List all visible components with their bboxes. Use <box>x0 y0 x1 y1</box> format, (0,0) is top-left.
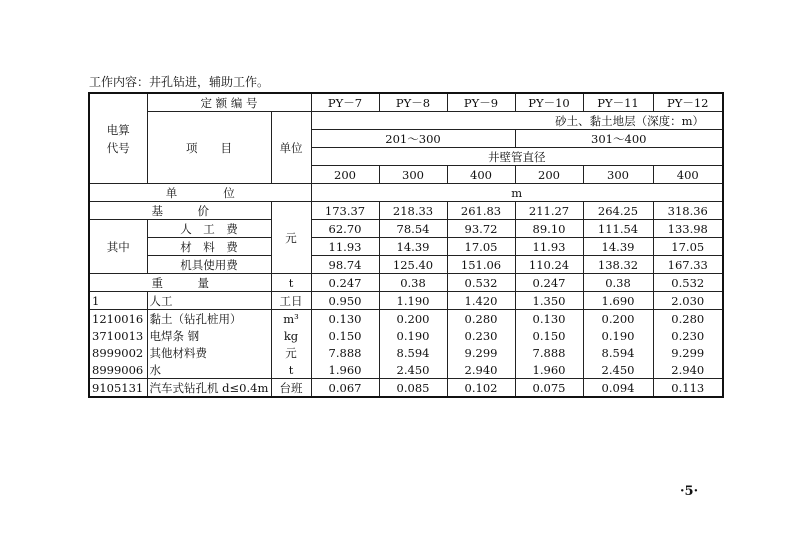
machine-cost-value: 138.32 <box>583 256 653 274</box>
machine-cost-value: 151.06 <box>447 256 515 274</box>
quota-table <box>88 92 724 398</box>
diameter-value: 400 <box>653 166 723 184</box>
machine-cost-value: 110.24 <box>515 256 583 274</box>
weight-unit: t <box>271 274 311 292</box>
unit-row-value: m <box>311 184 723 202</box>
weight-value: 0.38 <box>583 274 653 292</box>
resource-value: 0.113 <box>653 379 723 398</box>
depth-range: 301～400 <box>515 130 723 148</box>
resource-value: 0.190 <box>379 327 447 344</box>
base-price-value: 261.83 <box>447 202 515 220</box>
resource-value: 1.420 <box>447 292 515 310</box>
among-label: 其中 <box>89 220 147 274</box>
unit-header: 单位 <box>271 112 311 184</box>
resource-value: 0.950 <box>311 292 379 310</box>
labor-cost-value: 78.54 <box>379 220 447 238</box>
resource-value: 2.450 <box>583 361 653 379</box>
material-cost-value: 17.05 <box>653 238 723 256</box>
resource-unit: 工日 <box>271 292 311 310</box>
resource-value: 0.130 <box>515 310 583 328</box>
resource-value: 0.102 <box>447 379 515 398</box>
resource-value: 0.075 <box>515 379 583 398</box>
resource-value: 2.940 <box>447 361 515 379</box>
resource-code: 8999006 <box>89 361 147 379</box>
labor-cost-value: 133.98 <box>653 220 723 238</box>
yuan-unit: 元 <box>271 202 311 274</box>
resource-unit: kg <box>271 327 311 344</box>
machine-cost-value: 125.40 <box>379 256 447 274</box>
resource-name: 黏土（钻孔桩用） <box>147 310 271 328</box>
resource-value: 0.280 <box>447 310 515 328</box>
base-price-value: 218.33 <box>379 202 447 220</box>
base-price-value: 264.25 <box>583 202 653 220</box>
quota-no: PY－10 <box>515 93 583 112</box>
weight-value: 0.247 <box>311 274 379 292</box>
diameter-value: 300 <box>379 166 447 184</box>
material-cost-value: 11.93 <box>311 238 379 256</box>
resource-value: 0.130 <box>311 310 379 328</box>
resource-name: 人工 <box>147 292 271 310</box>
base-price-value: 173.37 <box>311 202 379 220</box>
depth-range: 201～300 <box>311 130 515 148</box>
weight-value: 0.532 <box>447 274 515 292</box>
resource-value: 0.200 <box>379 310 447 328</box>
base-price-value: 318.36 <box>653 202 723 220</box>
layer-header: 砂土、黏土地层（深度：m） <box>311 112 723 130</box>
resource-value: 2.450 <box>379 361 447 379</box>
resource-value: 0.150 <box>311 327 379 344</box>
resource-value: 0.200 <box>583 310 653 328</box>
code-header: 电算 代号 <box>89 93 147 184</box>
resource-code: 1210016 <box>89 310 147 328</box>
weight-value: 0.38 <box>379 274 447 292</box>
quota-no-header: 定 额 编 号 <box>147 93 311 112</box>
resource-value: 8.594 <box>583 344 653 361</box>
resource-value: 7.888 <box>311 344 379 361</box>
labor-cost-label: 人 工 费 <box>147 220 271 238</box>
base-price-value: 211.27 <box>515 202 583 220</box>
resource-value: 0.150 <box>515 327 583 344</box>
resource-value: 1.960 <box>311 361 379 379</box>
labor-cost-value: 111.54 <box>583 220 653 238</box>
resource-code: 3710013 <box>89 327 147 344</box>
quota-no: PY－7 <box>311 93 379 112</box>
resource-value: 0.190 <box>583 327 653 344</box>
weight-label: 重 量 <box>89 274 271 292</box>
machine-cost-value: 167.33 <box>653 256 723 274</box>
item-header: 项 目 <box>147 112 271 184</box>
resource-value: 1.690 <box>583 292 653 310</box>
resource-name: 汽车式钻孔机 d≤0.4m <box>147 379 271 398</box>
resource-value: 1.960 <box>515 361 583 379</box>
quota-no: PY－11 <box>583 93 653 112</box>
resource-code: 8999002 <box>89 344 147 361</box>
resource-unit: 元 <box>271 344 311 361</box>
diameter-value: 400 <box>447 166 515 184</box>
base-price-label: 基 价 <box>89 202 271 220</box>
resource-code: 9105131 <box>89 379 147 398</box>
resource-value: 0.230 <box>653 327 723 344</box>
unit-row-label: 单 位 <box>89 184 311 202</box>
diameter-value: 200 <box>311 166 379 184</box>
resource-value: 2.940 <box>653 361 723 379</box>
diameter-value: 300 <box>583 166 653 184</box>
material-cost-value: 17.05 <box>447 238 515 256</box>
resource-code: 1 <box>89 292 147 310</box>
page-number: ·5· <box>680 484 699 499</box>
weight-value: 0.247 <box>515 274 583 292</box>
labor-cost-value: 62.70 <box>311 220 379 238</box>
work-content-caption: 工作内容：井孔钻进，辅助工作。 <box>89 75 270 89</box>
resource-value: 0.085 <box>379 379 447 398</box>
material-cost-value: 11.93 <box>515 238 583 256</box>
resource-value: 0.067 <box>311 379 379 398</box>
resource-value: 0.280 <box>653 310 723 328</box>
resource-unit: m³ <box>271 310 311 328</box>
labor-cost-value: 93.72 <box>447 220 515 238</box>
resource-unit: 台班 <box>271 379 311 398</box>
quota-no: PY－8 <box>379 93 447 112</box>
material-cost-value: 14.39 <box>583 238 653 256</box>
resource-value: 1.190 <box>379 292 447 310</box>
material-cost-value: 14.39 <box>379 238 447 256</box>
resource-name: 其他材料费 <box>147 344 271 361</box>
resource-value: 7.888 <box>515 344 583 361</box>
resource-name: 电焊条 钢 <box>147 327 271 344</box>
resource-value: 2.030 <box>653 292 723 310</box>
resource-value: 0.230 <box>447 327 515 344</box>
diameter-header: 井壁管直径 <box>311 148 723 166</box>
resource-value: 9.299 <box>653 344 723 361</box>
labor-cost-value: 89.10 <box>515 220 583 238</box>
resource-name: 水 <box>147 361 271 379</box>
quota-no: PY－12 <box>653 93 723 112</box>
resource-value: 9.299 <box>447 344 515 361</box>
resource-value: 8.594 <box>379 344 447 361</box>
quota-no: PY－9 <box>447 93 515 112</box>
machine-cost-value: 98.74 <box>311 256 379 274</box>
material-cost-label: 材 料 费 <box>147 238 271 256</box>
weight-value: 0.532 <box>653 274 723 292</box>
machine-cost-label: 机具使用费 <box>147 256 271 274</box>
resource-unit: t <box>271 361 311 379</box>
diameter-value: 200 <box>515 166 583 184</box>
resource-value: 0.094 <box>583 379 653 398</box>
resource-value: 1.350 <box>515 292 583 310</box>
